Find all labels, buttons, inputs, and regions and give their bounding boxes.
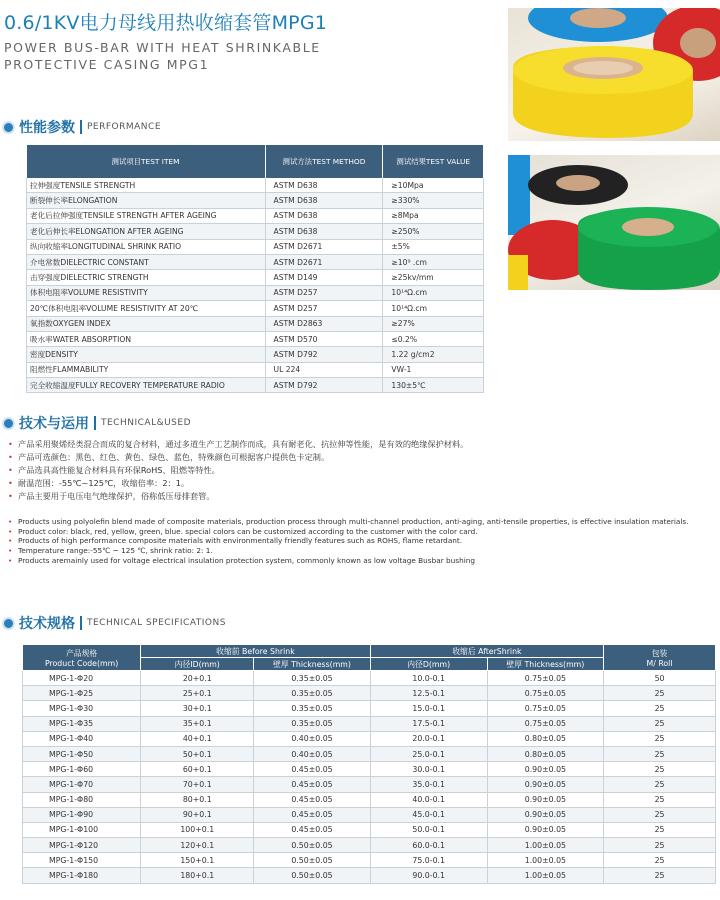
- id-after-cell: 60.0-0.1: [370, 838, 487, 853]
- packing-cell: 25: [604, 777, 716, 792]
- packing-cell: 25: [604, 822, 716, 837]
- wall-before-cell: 0.45±0.05: [254, 762, 370, 777]
- test-method-cell: ASTM D792: [265, 347, 383, 362]
- specifications-heading-zh: 技术规格: [19, 616, 75, 632]
- product-code-cell: MPG-1-Φ90: [23, 807, 141, 822]
- test-item-cell: 完全收缩温度FULLY RECOVERY TEMPERATURE RADIO: [27, 378, 266, 393]
- section-bullet-icon: [4, 419, 13, 428]
- product-code-cell: MPG-1-Φ180: [23, 868, 141, 883]
- wall-after-cell: 0.75±0.05: [487, 686, 603, 701]
- table-row: [27, 239, 484, 254]
- heading-divider: [80, 616, 82, 630]
- product-code-cell: MPG-1-Φ30: [23, 701, 141, 716]
- test-value-cell: ±5%: [383, 239, 484, 254]
- test-item-cell: 纵向收缩率LONGITUDINAL SHRINK RATIO: [27, 239, 266, 254]
- id-after-cell: 20.0-0.1: [370, 731, 487, 746]
- bullet-icon: •: [8, 439, 13, 449]
- technical-heading: [4, 413, 191, 433]
- product-code-cell: MPG-1-Φ100: [23, 822, 141, 837]
- test-method-cell: ASTM D257: [265, 301, 383, 316]
- test-value-cell: ≥27%: [383, 316, 484, 331]
- specifications-table: [22, 644, 716, 884]
- id-before-cell: 60+0.1: [141, 762, 254, 777]
- subtitle-line-2: PROTECTIVE CASING MPG1: [4, 57, 210, 72]
- list-item: [8, 556, 718, 566]
- product-code-cell: MPG-1-Φ20: [23, 671, 141, 686]
- bullet-icon: •: [8, 517, 13, 526]
- technical-list-en: [8, 517, 718, 566]
- table-row: [23, 716, 716, 731]
- subtitle-line-1: POWER BUS-BAR WITH HEAT SHRINKABLE: [4, 40, 321, 55]
- col-packing: [604, 645, 716, 671]
- col-product-code-en: Product Code(mm): [44, 658, 119, 668]
- list-item-text: 耐温范围：-55℃~125℃，收缩倍率：2：1。: [18, 478, 190, 488]
- wall-after-cell: 0.75±0.05: [487, 671, 603, 686]
- packing-cell: 25: [604, 792, 716, 807]
- id-before-cell: 180+0.1: [141, 868, 254, 883]
- id-before-cell: 90+0.1: [141, 807, 254, 822]
- bullet-icon: •: [8, 452, 13, 462]
- test-value-cell: ≥330%: [383, 193, 484, 208]
- id-after-cell: 90.0-0.1: [370, 868, 487, 883]
- id-before-cell: 20+0.1: [141, 671, 254, 686]
- table-row: [27, 178, 484, 193]
- col-id-after: 内径D(mm): [370, 658, 487, 671]
- wall-before-cell: 0.50±0.05: [254, 838, 370, 853]
- test-item-cell: 介电常数DIELECTRIC CONSTANT: [27, 254, 266, 269]
- list-item-text: 产品采用聚烯烃类混合而成的复合材料，通过多道生产工艺制作而成，具有耐老化、抗拉伸等性能，是有效的绝缘保护材料。: [18, 439, 469, 449]
- test-item-cell: 吸水率WATER ABSORPTION: [27, 331, 266, 346]
- table-row: [27, 193, 484, 208]
- id-before-cell: 35+0.1: [141, 716, 254, 731]
- wall-after-cell: 0.90±0.05: [487, 777, 603, 792]
- table-row: [27, 331, 484, 346]
- list-item: [8, 464, 718, 477]
- wall-before-cell: 0.40±0.05: [254, 731, 370, 746]
- list-item-text: Temperature range:-55℃ ~ 125 ℃, shrink ratio: 2: 1.: [18, 546, 213, 556]
- id-before-cell: 30+0.1: [141, 701, 254, 716]
- id-after-cell: 17.5-0.1: [370, 716, 487, 731]
- section-bullet-icon: [4, 123, 13, 132]
- col-test-method: 测试方法TEST METHOD: [265, 145, 383, 178]
- page-subtitle: [4, 39, 321, 73]
- specifications-heading: [4, 613, 226, 633]
- table-row: [23, 777, 716, 792]
- performance-header-row: [27, 145, 484, 178]
- packing-cell: 25: [604, 716, 716, 731]
- id-after-cell: 10.0-0.1: [370, 671, 487, 686]
- list-item-text: 产品主要用于电压电气绝缘保护，俗称低压母排套管。: [18, 491, 215, 501]
- test-item-cell: 体积电阻率VOLUME RESISTIVITY: [27, 285, 266, 300]
- list-item: [8, 438, 718, 451]
- wall-before-cell: 0.35±0.05: [254, 671, 370, 686]
- test-method-cell: ASTM D2671: [265, 254, 383, 269]
- col-test-item: 测试项目TEST ITEM: [27, 145, 266, 178]
- list-item-text: 产品选具高性能复合材料具有环保RoHS、阻燃等特性。: [18, 465, 220, 475]
- wall-after-cell: 0.75±0.05: [487, 701, 603, 716]
- id-before-cell: 80+0.1: [141, 792, 254, 807]
- wall-after-cell: 0.80±0.05: [487, 731, 603, 746]
- id-after-cell: 50.0-0.1: [370, 822, 487, 837]
- packing-cell: 25: [604, 762, 716, 777]
- packing-cell: 25: [604, 868, 716, 883]
- test-method-cell: ASTM D638: [265, 224, 383, 239]
- wall-before-cell: 0.45±0.05: [254, 807, 370, 822]
- list-item-text: Products aremainly used for voltage electrical insulation protection system, commonly known as low voltage Busbar bushing: [18, 555, 475, 565]
- test-item-cell: 密度DENSITY: [27, 347, 266, 362]
- wall-after-cell: 0.75±0.05: [487, 716, 603, 731]
- table-row: [23, 701, 716, 716]
- test-value-cell: VW-1: [383, 362, 484, 377]
- test-method-cell: ASTM D149: [265, 270, 383, 285]
- colored-rolls-illustration: [508, 155, 720, 290]
- test-method-cell: ASTM D638: [265, 178, 383, 193]
- test-method-cell: ASTM D638: [265, 208, 383, 223]
- id-before-cell: 50+0.1: [141, 746, 254, 761]
- wall-before-cell: 0.35±0.05: [254, 716, 370, 731]
- id-after-cell: 15.0-0.1: [370, 701, 487, 716]
- col-packing-zh: 包装: [651, 648, 668, 658]
- list-item-text: 产品可选颜色：黑色、红色、黄色、绿色、蓝色，特殊颜色可根据客户提供色卡定制。: [18, 452, 330, 462]
- bullet-icon: •: [8, 536, 13, 546]
- wall-after-cell: 1.00±0.05: [487, 868, 603, 883]
- list-item: [8, 546, 718, 556]
- bullet-icon: •: [8, 555, 13, 565]
- id-after-cell: 35.0-0.1: [370, 777, 487, 792]
- list-item-text: Products using polyolefin blend made of composite materials, production process through multi-channel production, anti-aging, anti-tensile properties, is effective insulation materials.: [18, 517, 689, 526]
- technical-heading-zh: 技术与运用: [19, 416, 89, 432]
- page-title: 0.6/1KV电力母线用热收缩套管MPG1: [4, 12, 328, 34]
- product-code-cell: MPG-1-Φ50: [23, 746, 141, 761]
- test-item-cell: 老化后伸长率ELONGATION AFTER AGEING: [27, 224, 266, 239]
- wall-before-cell: 0.45±0.05: [254, 777, 370, 792]
- group-before-shrink: 收缩前 Before Shrink: [141, 645, 370, 658]
- list-item: [8, 490, 718, 503]
- test-method-cell: ASTM D257: [265, 285, 383, 300]
- table-row: [27, 270, 484, 285]
- wall-before-cell: 0.45±0.05: [254, 792, 370, 807]
- test-item-cell: 阻燃性FLAMMABILITY: [27, 362, 266, 377]
- table-row: [23, 838, 716, 853]
- section-bullet-icon: [4, 619, 13, 628]
- product-code-cell: MPG-1-Φ80: [23, 792, 141, 807]
- bullet-icon: •: [8, 526, 13, 536]
- test-value-cell: ≥8Mpa: [383, 208, 484, 223]
- wall-after-cell: 1.00±0.05: [487, 838, 603, 853]
- technical-list-zh: [8, 438, 718, 503]
- col-product-code: [23, 645, 141, 671]
- test-value-cell: ≥250%: [383, 224, 484, 239]
- col-id-before: 内径ID(mm): [141, 658, 254, 671]
- packing-cell: 25: [604, 853, 716, 868]
- test-method-cell: UL 224: [265, 362, 383, 377]
- col-test-value: 测试结果TEST VALUE: [383, 145, 484, 178]
- packing-cell: 25: [604, 701, 716, 716]
- test-method-cell: ASTM D2863: [265, 316, 383, 331]
- table-row: [27, 285, 484, 300]
- test-value-cell: 10¹⁴Ω.cm: [383, 301, 484, 316]
- test-item-cell: 断裂伸长率ELONGATION: [27, 193, 266, 208]
- table-row: [27, 378, 484, 393]
- list-item-text: Product color: black, red, yellow, green, blue. special colors can be customized according to the customer with the color card.: [18, 526, 478, 536]
- bullet-icon: •: [8, 465, 13, 475]
- test-item-cell: 氧指数OXYGEN INDEX: [27, 316, 266, 331]
- table-row: [23, 868, 716, 883]
- list-item: [8, 536, 718, 546]
- technical-heading-en: TECHNICAL&USED: [101, 418, 192, 428]
- test-method-cell: ASTM D570: [265, 331, 383, 346]
- wall-after-cell: 0.90±0.05: [487, 792, 603, 807]
- table-row: [27, 362, 484, 377]
- product-code-cell: MPG-1-Φ60: [23, 762, 141, 777]
- list-item: [8, 517, 718, 527]
- table-row: [23, 731, 716, 746]
- id-after-cell: 25.0-0.1: [370, 746, 487, 761]
- bullet-icon: •: [8, 478, 13, 488]
- test-method-cell: ASTM D2671: [265, 239, 383, 254]
- performance-heading-en: PERFORMANCE: [87, 122, 162, 132]
- col-wall-before: 壁厚 Thickness(mm): [254, 658, 370, 671]
- product-code-cell: MPG-1-Φ70: [23, 777, 141, 792]
- wall-before-cell: 0.50±0.05: [254, 868, 370, 883]
- table-row: [23, 671, 716, 686]
- packing-cell: 25: [604, 731, 716, 746]
- table-row: [27, 224, 484, 239]
- wall-after-cell: 0.90±0.05: [487, 822, 603, 837]
- col-packing-en: M/ Roll: [646, 658, 673, 668]
- wall-after-cell: 1.00±0.05: [487, 853, 603, 868]
- spec-header-row-1: [23, 645, 716, 658]
- packing-cell: 50: [604, 671, 716, 686]
- tube-rolls-illustration: [508, 8, 720, 141]
- table-row: [27, 254, 484, 269]
- performance-heading-zh: 性能参数: [19, 120, 75, 136]
- bullet-icon: •: [8, 491, 13, 501]
- test-value-cell: ≥25kv/mm: [383, 270, 484, 285]
- id-before-cell: 120+0.1: [141, 838, 254, 853]
- test-item-cell: 击穿强度DIELECTRIC STRENGTH: [27, 270, 266, 285]
- id-after-cell: 30.0-0.1: [370, 762, 487, 777]
- wall-before-cell: 0.35±0.05: [254, 701, 370, 716]
- id-after-cell: 12.5-0.1: [370, 686, 487, 701]
- table-row: [23, 822, 716, 837]
- list-item: [8, 451, 718, 464]
- id-before-cell: 70+0.1: [141, 777, 254, 792]
- bullet-icon: •: [8, 546, 13, 556]
- test-value-cell: ≤0.2%: [383, 331, 484, 346]
- id-before-cell: 100+0.1: [141, 822, 254, 837]
- product-photo-bottom: [508, 155, 720, 290]
- test-value-cell: 10¹⁴Ω.cm: [383, 285, 484, 300]
- list-item: [8, 477, 718, 490]
- id-after-cell: 75.0-0.1: [370, 853, 487, 868]
- id-before-cell: 25+0.1: [141, 686, 254, 701]
- list-item: [8, 527, 718, 537]
- test-item-cell: 拉伸强度TENSILE STRENGTH: [27, 178, 266, 193]
- id-after-cell: 45.0-0.1: [370, 807, 487, 822]
- list-item-text: Products of high performance composite materials with environmentally friendly features such as ROHS, flame retardant.: [18, 536, 463, 546]
- test-value-cell: ≥10Mpa: [383, 178, 484, 193]
- wall-after-cell: 0.80±0.05: [487, 746, 603, 761]
- test-value-cell: 1.22 g/cm2: [383, 347, 484, 362]
- wall-before-cell: 0.40±0.05: [254, 746, 370, 761]
- id-after-cell: 40.0-0.1: [370, 792, 487, 807]
- product-code-cell: MPG-1-Φ120: [23, 838, 141, 853]
- col-product-code-zh: 产品规格: [66, 648, 98, 658]
- table-row: [27, 301, 484, 316]
- wall-before-cell: 0.35±0.05: [254, 686, 370, 701]
- id-before-cell: 40+0.1: [141, 731, 254, 746]
- col-wall-after: 壁厚 Thickness(mm): [487, 658, 603, 671]
- test-method-cell: ASTM D792: [265, 378, 383, 393]
- wall-before-cell: 0.45±0.05: [254, 822, 370, 837]
- performance-table: [26, 145, 484, 393]
- performance-heading: [4, 117, 161, 137]
- table-row: [23, 853, 716, 868]
- wall-after-cell: 0.90±0.05: [487, 807, 603, 822]
- product-code-cell: MPG-1-Φ35: [23, 716, 141, 731]
- id-before-cell: 150+0.1: [141, 853, 254, 868]
- test-value-cell: ≥10⁹ .cm: [383, 254, 484, 269]
- wall-after-cell: 0.90±0.05: [487, 762, 603, 777]
- table-row: [23, 807, 716, 822]
- table-row: [23, 762, 716, 777]
- product-code-cell: MPG-1-Φ25: [23, 686, 141, 701]
- test-value-cell: 130±5℃: [383, 378, 484, 393]
- heading-divider: [94, 416, 96, 430]
- table-row: [27, 347, 484, 362]
- wall-before-cell: 0.50±0.05: [254, 853, 370, 868]
- product-photo-top: [508, 8, 720, 141]
- packing-cell: 25: [604, 807, 716, 822]
- packing-cell: 25: [604, 838, 716, 853]
- table-row: [23, 792, 716, 807]
- group-after-shrink: 收缩后 AfterShrink: [370, 645, 603, 658]
- packing-cell: 25: [604, 686, 716, 701]
- test-method-cell: ASTM D638: [265, 193, 383, 208]
- test-item-cell: 20℃体积电阻率VOLUME RESISTIVITY AT 20℃: [27, 301, 266, 316]
- specifications-heading-en: TECHNICAL SPECIFICATIONS: [87, 618, 226, 628]
- test-item-cell: 老化后拉伸强度TENSILE STRENGTH AFTER AGEING: [27, 208, 266, 223]
- product-code-cell: MPG-1-Φ150: [23, 853, 141, 868]
- product-code-cell: MPG-1-Φ40: [23, 731, 141, 746]
- heading-divider: [80, 120, 82, 134]
- table-row: [23, 746, 716, 761]
- table-row: [27, 208, 484, 223]
- table-row: [23, 686, 716, 701]
- table-row: [27, 316, 484, 331]
- packing-cell: 25: [604, 746, 716, 761]
